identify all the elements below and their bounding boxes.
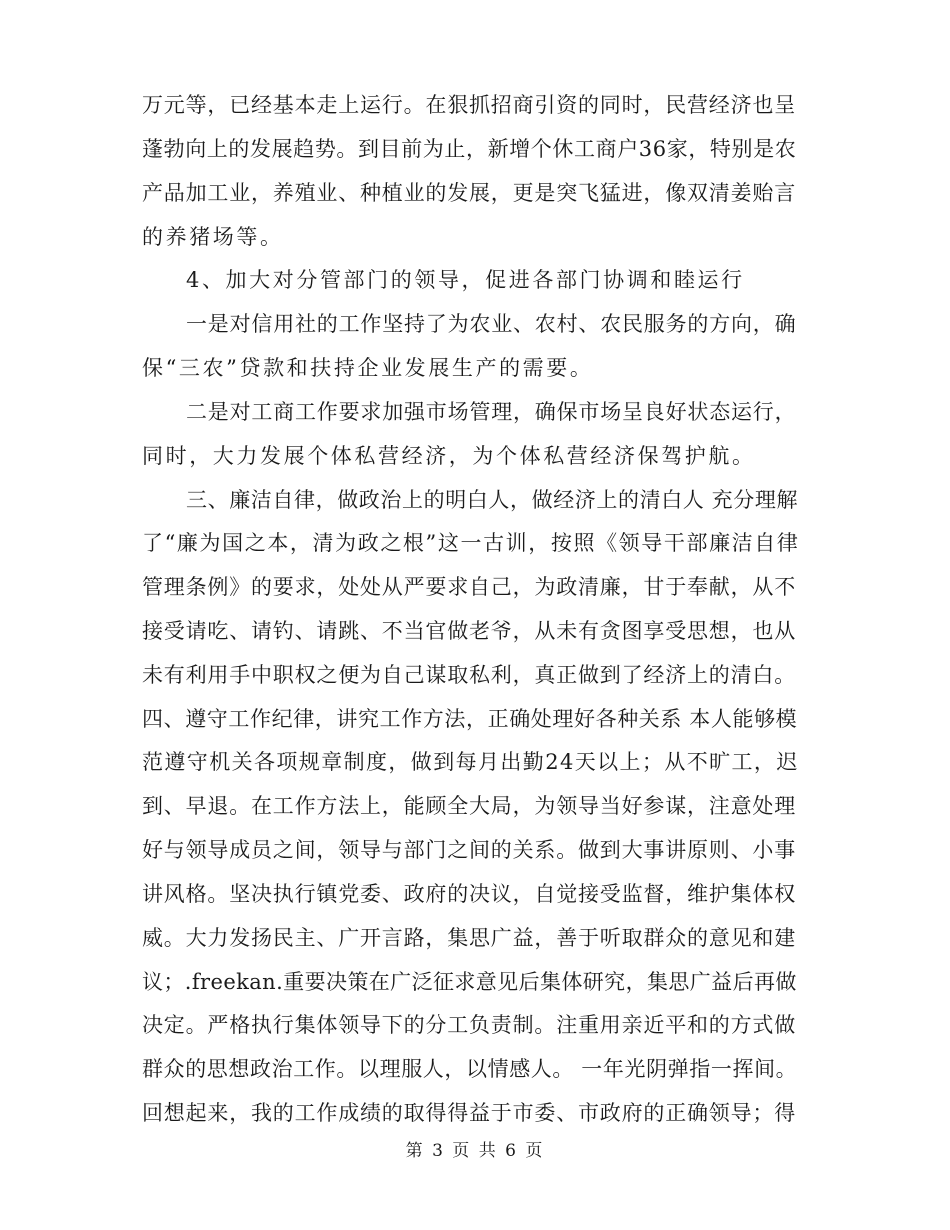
text-line: 好与领导成员之间，领导与部门之间的关系。做到大事讲原则、小事 xyxy=(142,838,796,862)
text-line: 产品加工业，养殖业、种植业的发展，更是突飞猛进，像双清姜贻言 xyxy=(142,181,796,205)
text-line: 接受请吃、请钓、请跳、不当官做老爷，从未有贪图享受思想，也从 xyxy=(142,619,796,643)
text-line: 的养猪场等。 xyxy=(142,225,284,249)
text-line: 万元等，已经基本走上运行。在狠抓招商引资的同时，民营经济也呈 xyxy=(142,93,796,117)
text-line: 管理条例》的要求，处处从严要求自己，为政清廉，甘于奉献，从不 xyxy=(142,575,796,599)
text-line: 威。大力发扬民主、广开言路，集思广益，善于听取群众的意见和建 xyxy=(142,926,796,950)
text-line: 一是对信用社的工作坚持了为农业、农村、农民服务的方向，确 xyxy=(186,312,797,336)
text-line: 范遵守机关各项规章制度，做到每月出勤24天以上；从不旷工，迟 xyxy=(142,750,799,774)
text-line: 群众的思想政治工作。以理服人，以情感人。 一年光阴弹指一挥间。 xyxy=(142,1057,798,1081)
section-heading: 4、加大对分管部门的领导，促进各部门协调和睦运行 xyxy=(186,268,745,292)
text-line: 未有利用手中职权之便为自己谋取私利，真正做到了经济上的清白。 xyxy=(142,663,796,687)
text-line: 回想起来，我的工作成绩的取得得益于市委、市政府的正确领导；得 xyxy=(142,1101,796,1125)
page-number-footer: 第 3 页 共 6 页 xyxy=(405,1141,545,1161)
text-line: 同时，大力发展个体私营经济，为个体私营经济保驾护航。 xyxy=(142,444,756,468)
text-line: 蓬勃向上的发展趋势。到目前为止，新增个休工商户36家，特别是农 xyxy=(142,137,797,161)
text-line: 四、遵守工作纪律，讲究工作方法，正确处理好各种关系 本人能够模 xyxy=(142,707,798,731)
text-line: 讲风格。坚决执行镇党委、政府的决议，自觉接受监督，维护集体权 xyxy=(142,882,796,906)
text-line: 二是对工商工作要求加强市场管理，确保市场呈良好状态运行， xyxy=(186,400,797,424)
text-line: 议；.freekan.重要决策在广泛征求意见后集体研究，集思广益后再做 xyxy=(142,970,797,994)
text-line: 了“廉为国之本，清为政之根”这一古训，按照《领导干部廉洁自律 xyxy=(142,531,800,555)
text-line: 到、早退。在工作方法上，能顾全大局，为领导当好参谋，注意处理 xyxy=(142,794,796,818)
text-line: 三、廉洁自律，做政治上的明白人，做经济上的清白人 充分理解 xyxy=(186,488,799,512)
text-line: 决定。严格执行集体领导下的分工负责制。注重用亲近平和的方式做 xyxy=(142,1013,796,1037)
text-line: 保“三农”贷款和扶持企业发展生产的需要。 xyxy=(142,356,594,380)
